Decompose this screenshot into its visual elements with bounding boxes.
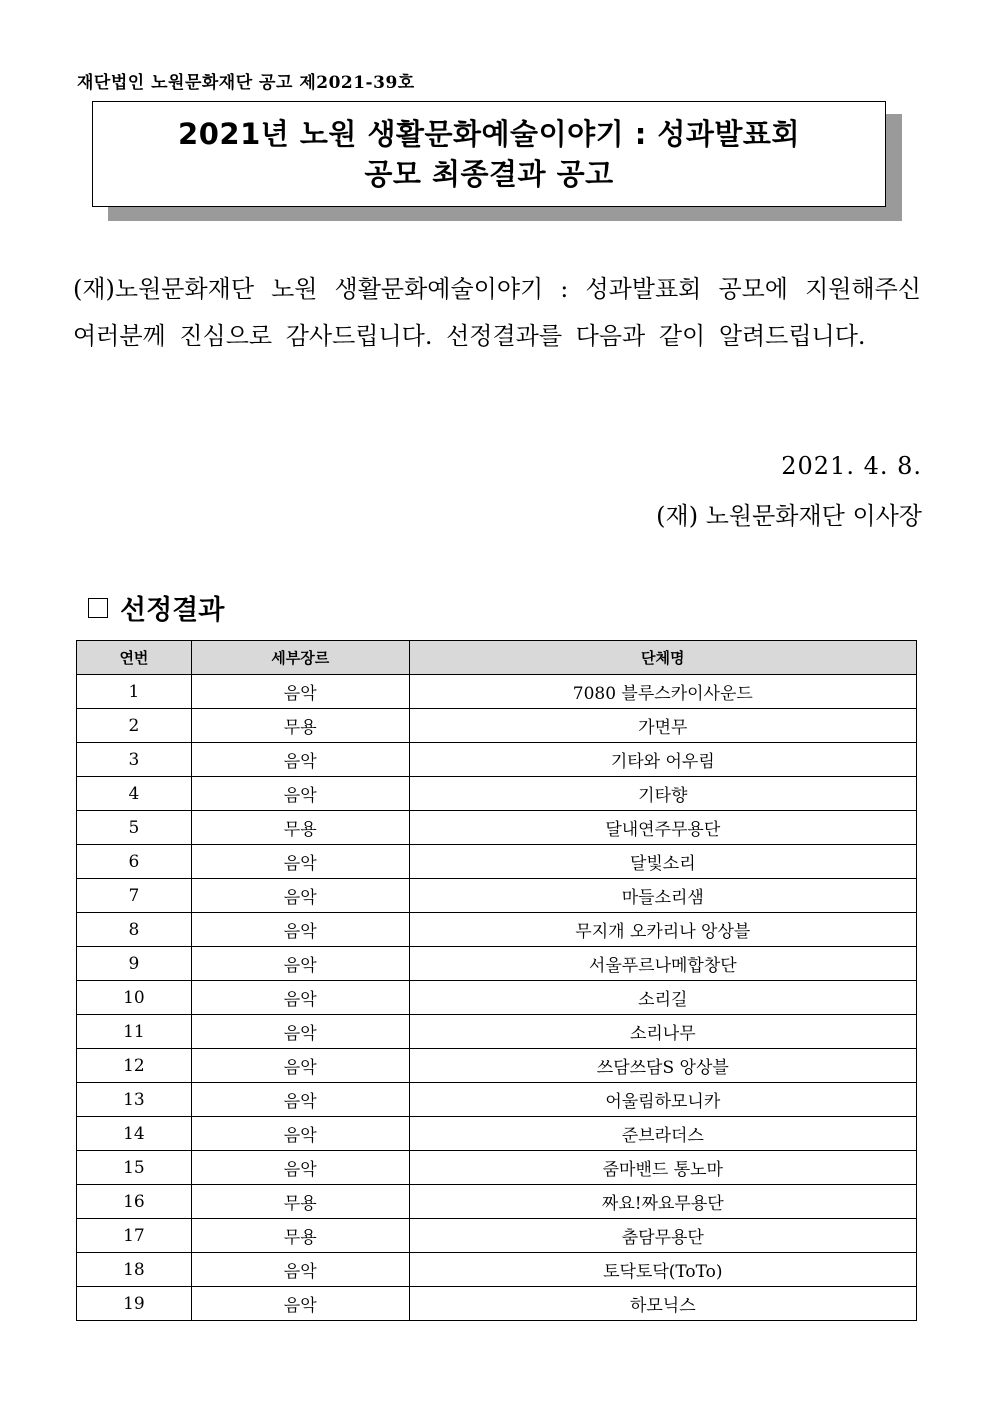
- row-genre: 음악: [191, 743, 409, 777]
- table-row: [77, 845, 917, 879]
- row-group-name: 마들소리샘: [409, 879, 916, 913]
- row-genre: 음악: [191, 1253, 409, 1287]
- table-row: [77, 879, 917, 913]
- table-row: [77, 743, 917, 777]
- results-table: [76, 640, 917, 1321]
- table-row: [77, 1151, 917, 1185]
- row-genre: 음악: [191, 947, 409, 981]
- row-number: 18: [77, 1253, 192, 1287]
- row-group-name: 달빛소리: [409, 845, 916, 879]
- results-table-body: [77, 675, 917, 1321]
- table-header-row: [77, 641, 917, 675]
- notice-date: 2021. 4. 8.: [781, 452, 922, 480]
- row-genre: 음악: [191, 981, 409, 1015]
- row-genre: 무용: [191, 709, 409, 743]
- header-genre: 세부장르: [191, 641, 409, 675]
- row-genre: 무용: [191, 1219, 409, 1253]
- square-bullet-icon: [88, 598, 108, 618]
- table-row: [77, 1287, 917, 1321]
- issuer: (재) 노원문화재단 이사장: [656, 502, 922, 530]
- table-row: [77, 811, 917, 845]
- row-group-name: 토닥토닥(ToTo): [409, 1253, 916, 1287]
- row-genre: 음악: [191, 1083, 409, 1117]
- row-number: 16: [77, 1185, 192, 1219]
- row-group-name: 가면무: [409, 709, 916, 743]
- row-group-name: 줌마밴드 통노마: [409, 1151, 916, 1185]
- row-number: 11: [77, 1015, 192, 1049]
- row-number: 2: [77, 709, 192, 743]
- table-row: [77, 1253, 917, 1287]
- notice-number: 재단법인 노원문화재단 공고 제2021-39호: [77, 73, 415, 93]
- row-group-name: 7080 블루스카이사운드: [409, 675, 916, 709]
- row-group-name: 기타향: [409, 777, 916, 811]
- row-group-name: 소리길: [409, 981, 916, 1015]
- row-group-name: 준브라더스: [409, 1117, 916, 1151]
- row-group-name: 소리나무: [409, 1015, 916, 1049]
- table-row: [77, 777, 917, 811]
- row-number: 10: [77, 981, 192, 1015]
- row-genre: 음악: [191, 1287, 409, 1321]
- table-row: [77, 1219, 917, 1253]
- row-group-name: 무지개 오카리나 앙상블: [409, 913, 916, 947]
- row-number: 7: [77, 879, 192, 913]
- row-number: 13: [77, 1083, 192, 1117]
- section-title-text: 선정결과: [120, 595, 225, 626]
- row-group-name: 짜요!짜요무용단: [409, 1185, 916, 1219]
- row-number: 14: [77, 1117, 192, 1151]
- row-group-name: 하모닉스: [409, 1287, 916, 1321]
- row-group-name: 쓰담쓰담S 앙상블: [409, 1049, 916, 1083]
- row-number: 1: [77, 675, 192, 709]
- row-group-name: 어울림하모니카: [409, 1083, 916, 1117]
- row-number: 12: [77, 1049, 192, 1083]
- table-row: [77, 947, 917, 981]
- header-number: 연번: [77, 641, 192, 675]
- row-number: 5: [77, 811, 192, 845]
- row-genre: 음악: [191, 675, 409, 709]
- row-genre: 음악: [191, 879, 409, 913]
- table-row: [77, 981, 917, 1015]
- table-row: [77, 1185, 917, 1219]
- table-row: [77, 1015, 917, 1049]
- row-genre: 음악: [191, 1015, 409, 1049]
- row-genre: 음악: [191, 1049, 409, 1083]
- table-row: [77, 1117, 917, 1151]
- table-row: [77, 709, 917, 743]
- row-genre: 음악: [191, 777, 409, 811]
- table-row: [77, 1049, 917, 1083]
- intro-paragraph: (재)노원문화재단 노원 생활문화예술이야기 : 성과발표회 공모에 지원해주신 여러분께 진심으로 감사드립니다. 선정결과를 다음과 같이 알려드립니다.: [73, 275, 921, 350]
- header-group-name: 단체명: [409, 641, 916, 675]
- row-group-name: 달내연주무용단: [409, 811, 916, 845]
- table-row: [77, 675, 917, 709]
- row-genre: 음악: [191, 1151, 409, 1185]
- row-genre: 무용: [191, 1185, 409, 1219]
- row-number: 15: [77, 1151, 192, 1185]
- row-number: 6: [77, 845, 192, 879]
- table-row: [77, 1083, 917, 1117]
- title-line-1: 2021년 노원 생활문화예술이야기 : 성과발표회: [178, 117, 800, 151]
- row-number: 4: [77, 777, 192, 811]
- title-box: [92, 101, 886, 207]
- row-number: 3: [77, 743, 192, 777]
- table-row: [77, 913, 917, 947]
- row-number: 19: [77, 1287, 192, 1321]
- row-group-name: 서울푸르나메합창단: [409, 947, 916, 981]
- title-line-2: 공모 최종결과 공고: [364, 157, 614, 191]
- section-title: [88, 588, 224, 627]
- row-number: 8: [77, 913, 192, 947]
- row-group-name: 기타와 어우림: [409, 743, 916, 777]
- row-genre: 음악: [191, 1117, 409, 1151]
- row-genre: 무용: [191, 811, 409, 845]
- row-genre: 음악: [191, 913, 409, 947]
- row-group-name: 춤담무용단: [409, 1219, 916, 1253]
- row-genre: 음악: [191, 845, 409, 879]
- row-number: 9: [77, 947, 192, 981]
- row-number: 17: [77, 1219, 192, 1253]
